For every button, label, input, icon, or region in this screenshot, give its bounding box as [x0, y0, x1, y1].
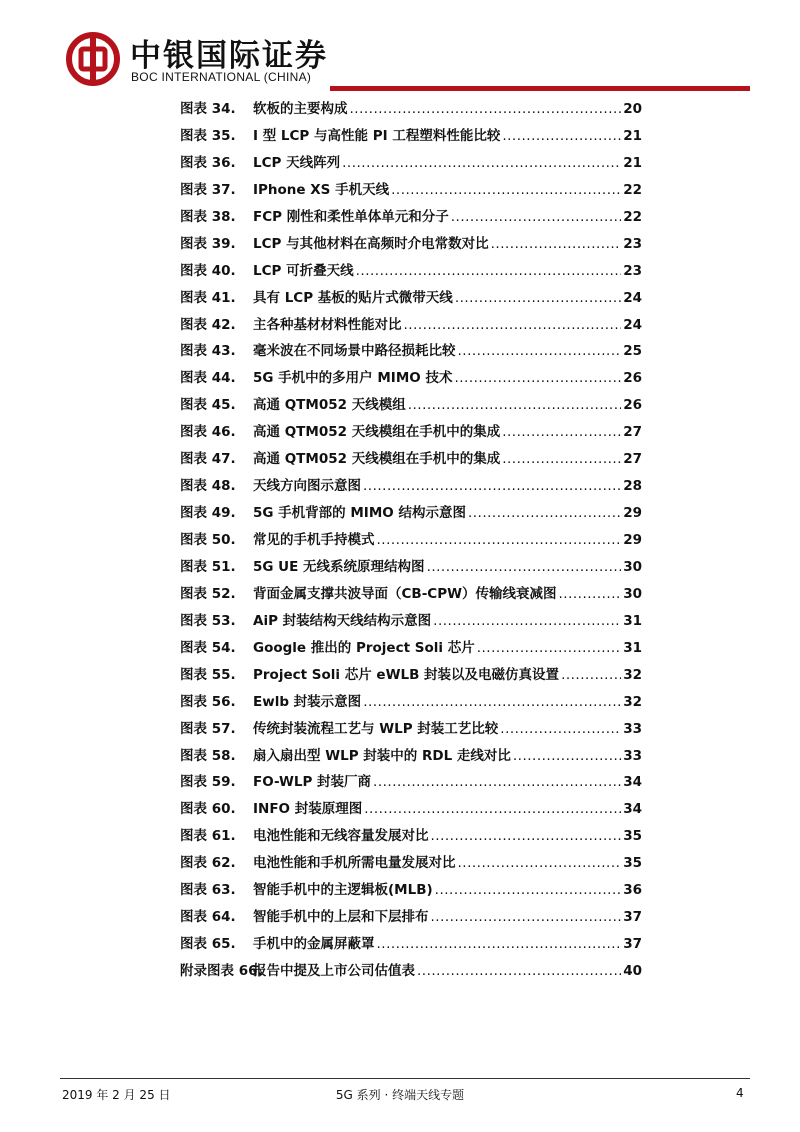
toc-entry-label: 图表 49.: [180, 505, 236, 522]
figure-index-list: [180, 96, 642, 985]
toc-entry-title: 5G UE 无线系统原理结构图: [253, 558, 425, 575]
toc-dot-leader: [363, 689, 621, 716]
toc-entry[interactable]: [180, 96, 642, 123]
toc-entry-title: 传统封装流程工艺与 WLP 封装工艺比较: [253, 720, 499, 737]
toc-dot-leader: [559, 581, 622, 608]
toc-entry[interactable]: [180, 312, 642, 339]
toc-entry-page: 33: [623, 720, 642, 737]
toc-entry-label: 图表 38.: [180, 208, 236, 225]
toc-entry-page: 35: [623, 855, 642, 872]
toc-entry-page: 23: [623, 235, 642, 252]
toc-entry-page: 35: [623, 828, 642, 845]
toc-entry-title: AiP 封装结构天线结构示意图: [253, 612, 432, 629]
toc-entry[interactable]: [180, 743, 642, 770]
toc-dot-leader: [468, 500, 621, 527]
toc-dot-leader: [417, 958, 621, 985]
toc-entry[interactable]: [180, 446, 642, 473]
footer-page-number: 4: [736, 1086, 744, 1100]
toc-entry-label: 图表 45.: [180, 397, 236, 414]
toc-dot-leader: [377, 931, 622, 958]
toc-entry-page: 31: [623, 612, 642, 629]
toc-entry[interactable]: [180, 365, 642, 392]
toc-entry[interactable]: [180, 177, 642, 204]
toc-entry-page: 33: [623, 747, 642, 764]
toc-entry-label: 图表 62.: [180, 855, 236, 872]
toc-entry-label: 图表 58.: [180, 747, 236, 764]
toc-entry-page: 34: [623, 801, 642, 818]
toc-entry[interactable]: [180, 581, 642, 608]
toc-entry[interactable]: [180, 689, 642, 716]
toc-entry-title: Ewlb 封装示意图: [253, 693, 362, 710]
toc-entry-title: INFO 封装原理图: [253, 801, 363, 818]
toc-entry-title: 智能手机中的上层和下层排布: [253, 909, 429, 926]
toc-dot-leader: [391, 177, 621, 204]
toc-entry-label: 图表 47.: [180, 451, 236, 468]
toc-entry[interactable]: [180, 608, 642, 635]
toc-entry-page: 28: [623, 478, 642, 495]
toc-entry[interactable]: [180, 204, 642, 231]
toc-entry-page: 36: [623, 882, 642, 899]
toc-entry-label: 图表 34.: [180, 101, 236, 117]
toc-entry-title: FO-WLP 封装厂商: [253, 774, 372, 791]
toc-entry-page: 29: [623, 532, 642, 548]
toc-entry-label: 图表 50.: [180, 532, 236, 548]
toc-entry-title: 主各种基材材料性能对比: [253, 316, 402, 333]
toc-entry[interactable]: [180, 662, 642, 689]
toc-entry[interactable]: [180, 823, 642, 850]
toc-entry-title: LCP 可折叠天线: [253, 262, 354, 279]
footer-series-title: 5G 系列 · 终端天线专题: [335, 1088, 465, 1102]
toc-entry[interactable]: [180, 338, 642, 365]
toc-entry-title: 高通 QTM052 天线模组在手机中的集成: [253, 451, 501, 468]
toc-entry-label: 图表 59.: [180, 774, 236, 791]
toc-entry-label: 图表 61.: [180, 828, 236, 845]
toc-entry[interactable]: [180, 527, 642, 554]
toc-entry-title: 软板的主要构成: [253, 101, 348, 117]
toc-dot-leader: [427, 554, 622, 581]
toc-entry-label: 图表 40.: [180, 262, 236, 279]
toc-entry[interactable]: [180, 258, 642, 285]
toc-entry-label: 图表 52.: [180, 585, 236, 602]
toc-entry-page: 23: [623, 262, 642, 279]
toc-entry-page: 22: [623, 208, 642, 225]
toc-entry-label: 图表 63.: [180, 882, 236, 899]
toc-dot-leader: [364, 796, 621, 823]
toc-entry-title: 电池性能和手机所需电量发展对比: [253, 855, 456, 872]
boc-logo-icon: [66, 32, 120, 86]
toc-dot-leader: [431, 823, 622, 850]
header-divider: [330, 86, 750, 91]
toc-entry-title: 手机中的金属屏蔽罩: [253, 936, 375, 953]
toc-dot-leader: [373, 769, 621, 796]
toc-entry-title: 5G 手机背部的 MIMO 结构示意图: [253, 505, 466, 522]
toc-dot-leader: [431, 904, 622, 931]
toc-entry-page: 37: [623, 936, 642, 953]
toc-entry[interactable]: [180, 850, 642, 877]
toc-entry[interactable]: [180, 231, 642, 258]
toc-entry-title: IPhone XS 手机天线: [253, 181, 390, 198]
toc-entry-label: 图表 46.: [180, 424, 236, 441]
toc-entry-page: 32: [623, 693, 642, 710]
toc-entry-label: 图表 65.: [180, 936, 236, 953]
toc-dot-leader: [500, 716, 621, 743]
toc-entry-label: 图表 53.: [180, 612, 236, 629]
toc-entry-page: 21: [623, 127, 642, 144]
toc-entry-page: 30: [623, 558, 642, 575]
toc-entry-page: 20: [623, 101, 642, 117]
footer-date: 2019 年 2 月 25 日: [62, 1088, 171, 1102]
toc-entry[interactable]: [180, 769, 642, 796]
toc-entry[interactable]: [180, 123, 642, 150]
toc-dot-leader: [458, 338, 622, 365]
toc-entry-page: 26: [623, 370, 642, 387]
toc-entry[interactable]: [180, 150, 642, 177]
toc-entry[interactable]: [180, 285, 642, 312]
toc-entry-title: 毫米波在不同场景中路径损耗比较: [253, 343, 456, 360]
toc-dot-leader: [455, 285, 621, 312]
toc-dot-leader: [502, 419, 621, 446]
toc-entry-page: 29: [623, 505, 642, 522]
toc-entry-label: 图表 42.: [180, 316, 236, 333]
toc-entry-title: FCP 刚性和柔性单体单元和分子: [253, 208, 449, 225]
toc-dot-leader: [454, 365, 621, 392]
toc-entry-page: 37: [623, 909, 642, 926]
toc-entry-label: 图表 48.: [180, 478, 236, 495]
toc-entry-title: 高通 QTM052 天线模组: [253, 397, 406, 414]
toc-entry-title: Project Soli 芯片 eWLB 封装以及电磁仿真设置: [253, 666, 560, 683]
toc-entry-label: 附录图表 66.: [180, 963, 263, 979]
toc-entry-label: 图表 54.: [180, 639, 236, 656]
toc-entry[interactable]: [180, 635, 642, 662]
brand-name-en: BOC INTERNATIONAL (CHINA): [131, 70, 312, 84]
toc-entry-page: 26: [623, 397, 642, 414]
toc-entry-title: 报告中提及上市公司估值表: [253, 963, 415, 979]
toc-entry-title: 高通 QTM052 天线模组在手机中的集成: [253, 424, 501, 441]
page-header: [0, 0, 800, 96]
toc-dot-leader: [458, 850, 622, 877]
toc-entry-title: 常见的手机手持模式: [253, 532, 375, 548]
toc-entry-page: 34: [623, 774, 642, 791]
toc-entry-label: 图表 43.: [180, 343, 236, 360]
toc-dot-leader: [363, 473, 621, 500]
toc-dot-leader: [433, 608, 621, 635]
toc-entry[interactable]: [180, 500, 642, 527]
toc-entry-page: 27: [623, 424, 642, 441]
toc-entry-label: 图表 36.: [180, 154, 236, 171]
toc-dot-leader: [477, 635, 622, 662]
toc-entry-label: 图表 44.: [180, 370, 236, 387]
toc-entry-label: 图表 64.: [180, 909, 236, 926]
toc-entry-label: 图表 35.: [180, 127, 236, 144]
toc-entry-title: 天线方向图示意图: [253, 478, 361, 495]
toc-entry-label: 图表 51.: [180, 558, 236, 575]
toc-entry-page: 22: [623, 181, 642, 198]
toc-entry-title: 电池性能和无线容量发展对比: [253, 828, 429, 845]
toc-dot-leader: [491, 231, 622, 258]
footer-divider: [60, 1078, 750, 1079]
toc-entry[interactable]: [180, 796, 642, 823]
toc-entry-title: LCP 与其他材料在高频时介电常数对比: [253, 235, 489, 252]
toc-dot-leader: [451, 204, 621, 231]
toc-entry-title: LCP 天线阵列: [253, 154, 341, 171]
toc-entry-title: 具有 LCP 基板的贴片式微带天线: [253, 289, 453, 306]
toc-entry[interactable]: [180, 419, 642, 446]
toc-dot-leader: [502, 123, 621, 150]
toc-entry-title: Google 推出的 Project Soli 芯片: [253, 639, 475, 656]
toc-entry-page: 24: [623, 289, 642, 306]
brand-name-cn: 中银国际证券: [130, 38, 328, 74]
toc-entry[interactable]: [180, 958, 642, 985]
toc-entry[interactable]: [180, 877, 642, 904]
toc-dot-leader: [435, 877, 622, 904]
toc-entry-page: 32: [623, 666, 642, 683]
toc-entry-label: 图表 55.: [180, 666, 236, 683]
toc-entry[interactable]: [180, 716, 642, 743]
toc-entry-title: 扇入扇出型 WLP 封装中的 RDL 走线对比: [253, 747, 511, 764]
toc-entry-title: 智能手机中的主逻辑板(MLB): [253, 882, 433, 899]
toc-entry[interactable]: [180, 904, 642, 931]
toc-entry-page: 30: [623, 585, 642, 602]
toc-dot-leader: [356, 258, 622, 285]
toc-dot-leader: [561, 662, 621, 689]
toc-entry[interactable]: [180, 473, 642, 500]
toc-dot-leader: [404, 312, 622, 339]
toc-entry-page: 25: [623, 343, 642, 360]
toc-entry-label: 图表 41.: [180, 289, 236, 306]
toc-entry-label: 图表 57.: [180, 720, 236, 737]
toc-entry-label: 图表 39.: [180, 235, 236, 252]
toc-entry-label: 图表 37.: [180, 181, 236, 198]
toc-dot-leader: [342, 150, 621, 177]
toc-dot-leader: [502, 446, 621, 473]
toc-entry-page: 27: [623, 451, 642, 468]
toc-entry-page: 40: [623, 963, 642, 979]
toc-entry[interactable]: [180, 392, 642, 419]
toc-dot-leader: [513, 743, 621, 770]
toc-dot-leader: [408, 392, 622, 419]
toc-entry-label: 图表 60.: [180, 801, 236, 818]
toc-entry-page: 21: [623, 154, 642, 171]
toc-entry[interactable]: [180, 554, 642, 581]
toc-entry-label: 图表 56.: [180, 693, 236, 710]
toc-entry-page: 31: [623, 639, 642, 656]
toc-dot-leader: [377, 527, 622, 554]
toc-entry[interactable]: [180, 931, 642, 958]
toc-entry-title: 背面金属支撑共波导面（CB-CPW）传输线衰减图: [253, 585, 557, 602]
toc-entry-title: I 型 LCP 与高性能 PI 工程塑料性能比较: [253, 127, 501, 144]
toc-entry-page: 24: [623, 316, 642, 333]
toc-entry-title: 5G 手机中的多用户 MIMO 技术: [253, 370, 453, 387]
toc-dot-leader: [350, 96, 622, 123]
